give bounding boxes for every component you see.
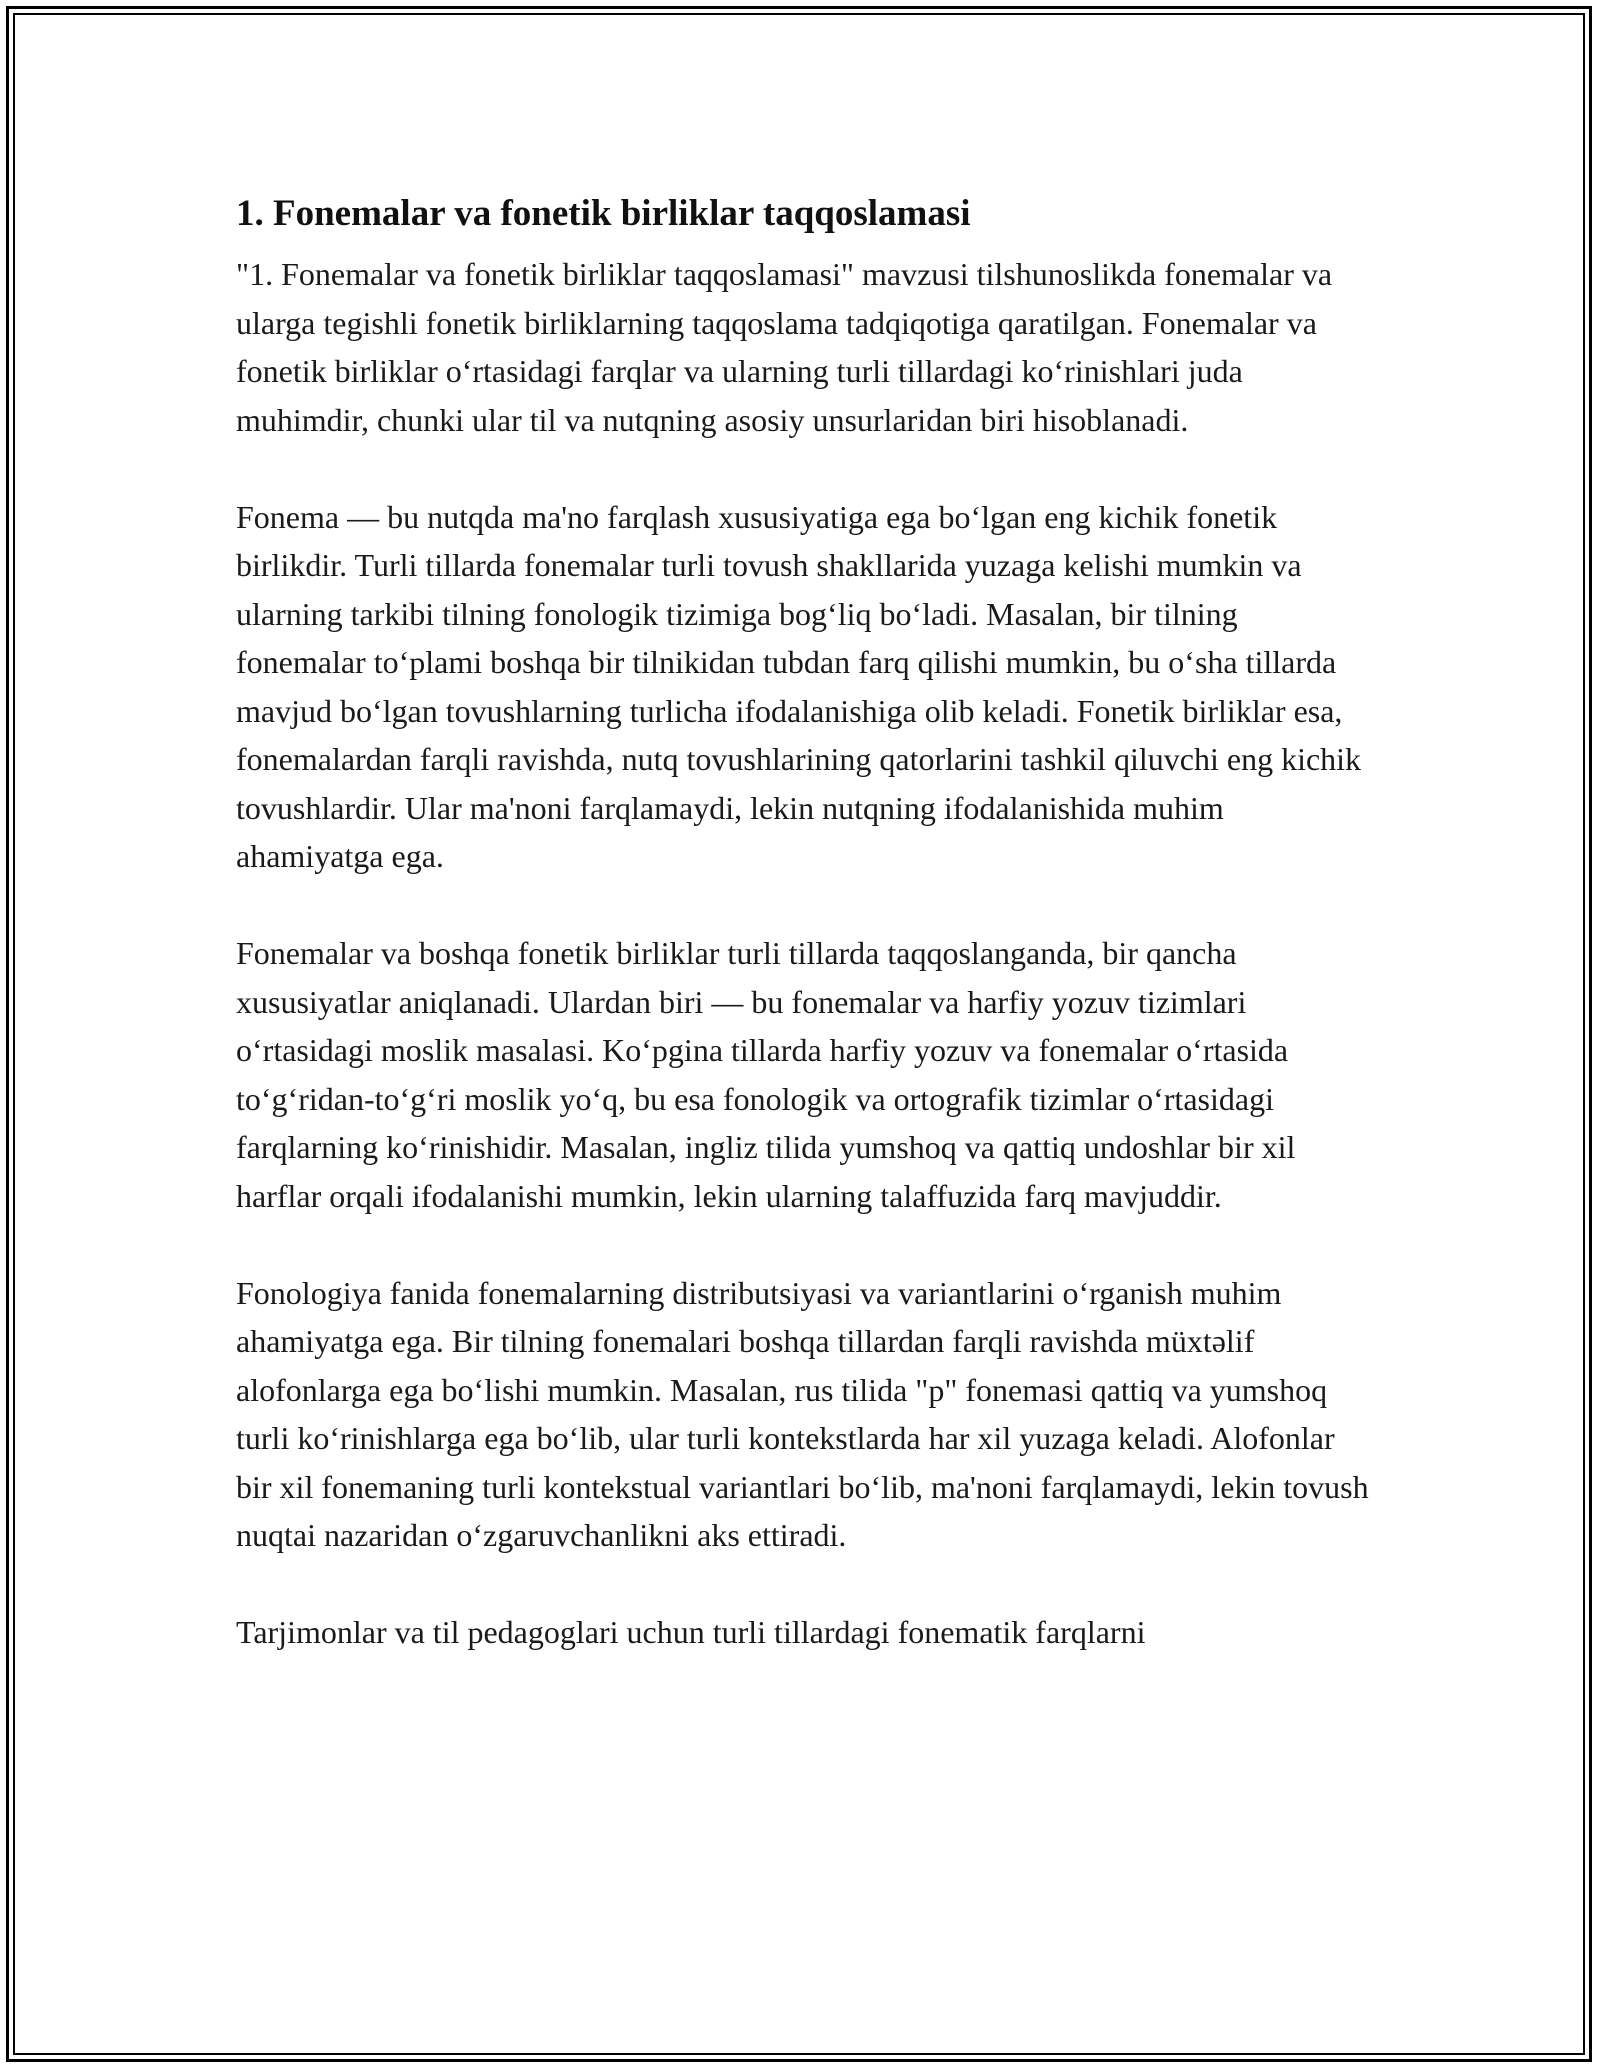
- paragraph-3: Fonemalar va boshqa fonetik birliklar turli tillarda taqqoslanganda, bir qancha xususiyatlar aniqlanadi. Ulardan biri — bu fonemalar va harfiy yozuv tizimlari oʻrtasidagi moslik masalasi. Koʻpgina tillarda harfiy yozuv va fonemalar oʻrtasida toʻgʻridan-toʻgʻri moslik yoʻq, bu esa fonologik va ortografik tizimlar oʻrtasidagi farqlarning koʻrinishidir. Masalan, ingliz tilida yumshoq va qattiq undoshlar bir xil harflar orqali ifodalanishi mumkin, lekin ularning talaffuzida farq mavjuddir.: [236, 935, 1296, 1214]
- paragraph-5: Tarjimonlar va til pedagoglari uchun turli tillardagi fonematik farqlarni: [236, 1614, 1146, 1650]
- paragraph-2: Fonema — bu nutqda ma'no farqlash xususiyatiga ega boʻlgan eng kichik fonetik birlikdir. Turli tillarda fonemalar turli tovush shakllarida yuzaga kelishi mumkin va ularning tarkibi tilning fonologik tizimiga bogʻliq boʻladi. Masalan, bir tilning fonemalar toʻplami boshqa bir tilnikidan tubdan farq qilishi mumkin, bu oʻsha tillarda mavjud boʻlgan tovushlarning turlicha ifodalanishiga olib keladi. Fonetik birliklar esa, fonemalardan farqli ravishda, nutq tovushlarining qatorlarini tashkil qiluvchi eng kichik tovushlardir. Ular ma'noni farqlamaydi, lekin nutqning ifodalanishida muhim ahamiyatga ega.: [236, 498, 1362, 874]
- paragraph-1: "1. Fonemalar va fonetik birliklar taqqoslamasi" mavzusi tilshunoslikda fonemalar va ularga tegishli fonetik birliklarning taqqoslama tadqiqotiga qaratilgan. Fonemalar va fonetik birliklar oʻrtasidagi farqlar va ularning turli tillardagi koʻrinishlari juda muhimdir, chunki ular til va nutqning asosiy unsurlaridan biri hisoblanadi.: [236, 256, 1333, 438]
- paragraph-4: Fonologiya fanida fonemalarning distributsiyasi va variantlarini oʻrganish muhim ahamiyatga ega. Bir tilning fonemalari boshqa tillardan farqli ravishda müxtəlif alofonlarga ega boʻlishi mumkin. Masalan, rus tilida "p" fonemasi qattiq va yumshoq turli koʻrinishlarga ega boʻlib, ular turli kontekstlarda har xil yuzaga keladi. Alofonlar bir xil fonemaning turli kontekstual variantlari boʻlib, ma'noni farqlamaydi, lekin tovush nuqtai nazaridan oʻzgaruvchanlikni aks ettiradi.: [236, 1274, 1369, 1553]
- document-title: 1. Fonemalar va fonetik birliklar taqqoslamasi: [236, 193, 971, 234]
- document-body: [236, 188, 1370, 1657]
